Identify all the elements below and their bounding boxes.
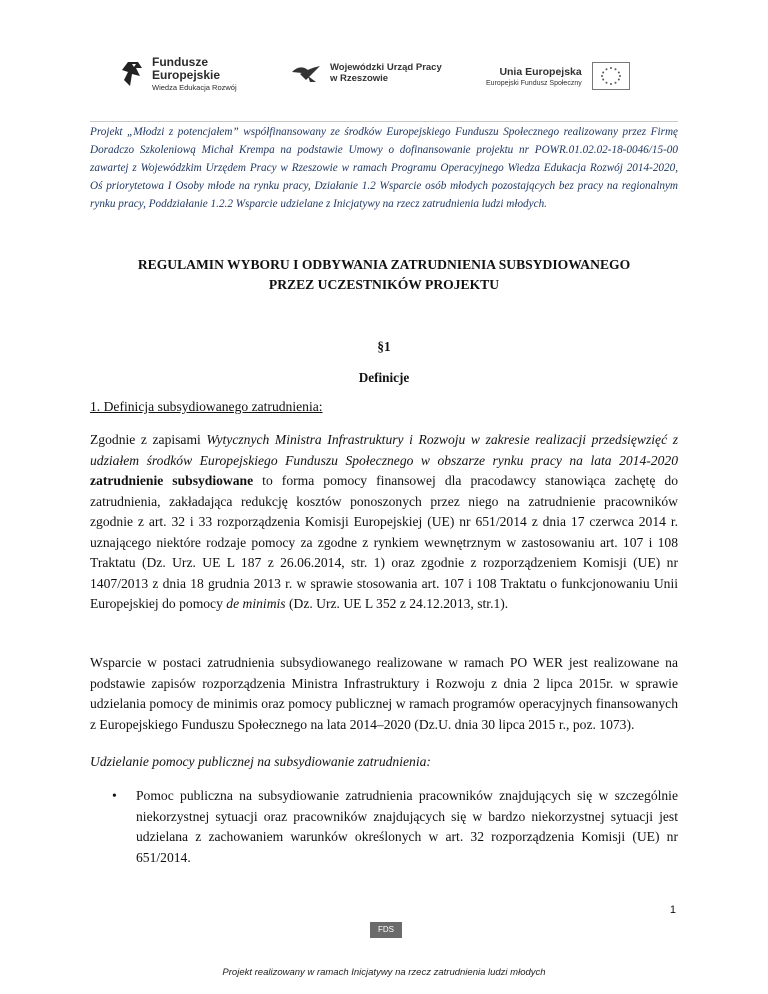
footer-text: Projekt realizowany w ramach Inicjatywy na rzecz zatrudnienia ludzi młodych	[222, 967, 546, 978]
fe-emblem-icon	[120, 60, 146, 88]
fe-line1: Fundusze	[152, 55, 208, 69]
definition-heading: 1. Definicja subsydiowanego zatrudnienia:	[90, 399, 323, 414]
page-number: 1	[669, 904, 676, 916]
paragraph-3: Udzielanie pomocy publicznej na subsydiowanie zatrudnienia:	[90, 754, 431, 769]
section-title: Definicje	[358, 370, 410, 385]
ue-sub: Europejski Fundusz Społeczny	[486, 79, 582, 87]
document-title	[90, 255, 678, 295]
p1-g: (Dz. Urz. UE L 352 z 24.12.2013, str.1).	[285, 596, 509, 611]
wup-line2: w Rzeszowie	[330, 73, 389, 84]
title-line1: REGULAMIN WYBORU I ODBYWANIA ZATRUDNIENIA SUBSYDIOWANEGO	[137, 257, 631, 272]
p1-guidelines: Wytycznych Ministra Infrastruktury i Rozwoju w zakresie realizacji przedsięwzięć z udziałem środków Europejskiego Funduszu Społecznego w obszarze rynku pracy na lata 2014-2020	[90, 432, 678, 468]
project-info-header: Projekt „Młodzi z potencjałem” współfinansowany ze środków Europejskiego Funduszu Społecznego realizowany przez Firmę Doradczo Szkoleniową Michał Krempa na podstawie Umowy o dofinansowanie projektu nr POWR.01.02.02-18-0046/15-00 zawartej z Wojewódzkim Urzędem Pracy w Rzeszowie w ramach Programu Operacyjnego Wiedza Edukacja Rozwój 2014-2020, Oś priorytetowa I Osoby młode na rynku pracy, Działanie 1.2 Wsparcie osób młodych pozostających bez pracy na regionalnym rynku pracy, Poddziałanie 1.2.2 Wsparcie udzielane z Inicjatywy na rzecz zatrudnienia ludzi młodych.	[90, 121, 678, 213]
wup-line1: Wojewódzki Urząd Pracy	[330, 62, 442, 73]
title-line2: PRZEZ UCZESTNIKÓW PROJEKTU	[268, 277, 500, 292]
wup-bird-icon	[290, 62, 324, 84]
bullet-icon: •	[112, 788, 117, 803]
p1-a: Zgodnie z zapisami	[90, 432, 207, 447]
section-number: §1	[377, 339, 391, 354]
fundusze-europejskie-logo	[120, 56, 237, 92]
paragraph-1	[90, 430, 678, 615]
footer-logo: FDS	[370, 922, 402, 938]
p1-e: to forma pomocy finansowej dla pracodawcy stanowiąca zachętę do zatrudnienia, zakładająca redukcję kosztów ponoszonych przez niego na zatrudnienie pracowników zgodnie z art. 32 i 33 rozporządzenia Komisji Europejskiej (UE) nr 651/2014 z dnia 17 czerwca 2014 r. uznającego niektóre rodzaje pomocy za zgodne z rynkiem wewnętrznym w zastosowaniu art. 107 i 108 Traktatu (Dz. Urz. UE L 187 z 26.06.2014, str. 1) oraz zgodnie z rozporządzeniem Komisji (UE) nr 1407/2013 z dnia 18 grudnia 2013 r. w sprawie stosowania art. 107 i 108 Traktatu o funkcjonowaniu Unii Europejskiej do pomocy	[90, 473, 678, 611]
p1-term: zatrudnienie subsydiowane	[90, 473, 254, 488]
fe-line2: Europejskie	[152, 68, 221, 82]
ue-title: Unia Europejska	[499, 65, 582, 78]
bullet-text: Pomoc publiczna na subsydiowanie zatrudnienia pracowników znajdujących się w szczególnie niekorzystnej sytuacji oraz pracowników znajdujących się w bardzo niekorzystnej sytuacji jest udzielana z zachowaniem warunków określonych w art. 32 rozporządzenia Komisji (UE) nr 651/2014.	[136, 788, 678, 865]
fe-sub: Wiedza Edukacja Rozwój	[152, 83, 237, 92]
eu-flag-icon	[592, 62, 630, 90]
list-item	[112, 786, 678, 868]
unia-europejska-logo	[486, 62, 630, 90]
wup-logo	[290, 62, 442, 84]
p1-de-minimis: de minimis	[226, 596, 286, 611]
logo-bar	[90, 48, 650, 110]
paragraph-2: Wsparcie w postaci zatrudnienia subsydiowanego realizowane w ramach PO WER jest realizowane na podstawie zapisów rozporządzenia Ministra Infrastruktury i Rozwoju z dnia 2 lipca 2015r. w sprawie udzielania pomocy de minimis oraz pomocy publicznej w ramach programów operacyjnych finansowanych z Europejskiego Funduszu Społecznego na lata 2014–2020 (Dz.U. dnia 30 lipca 2015 r., poz. 1073).	[90, 655, 678, 732]
